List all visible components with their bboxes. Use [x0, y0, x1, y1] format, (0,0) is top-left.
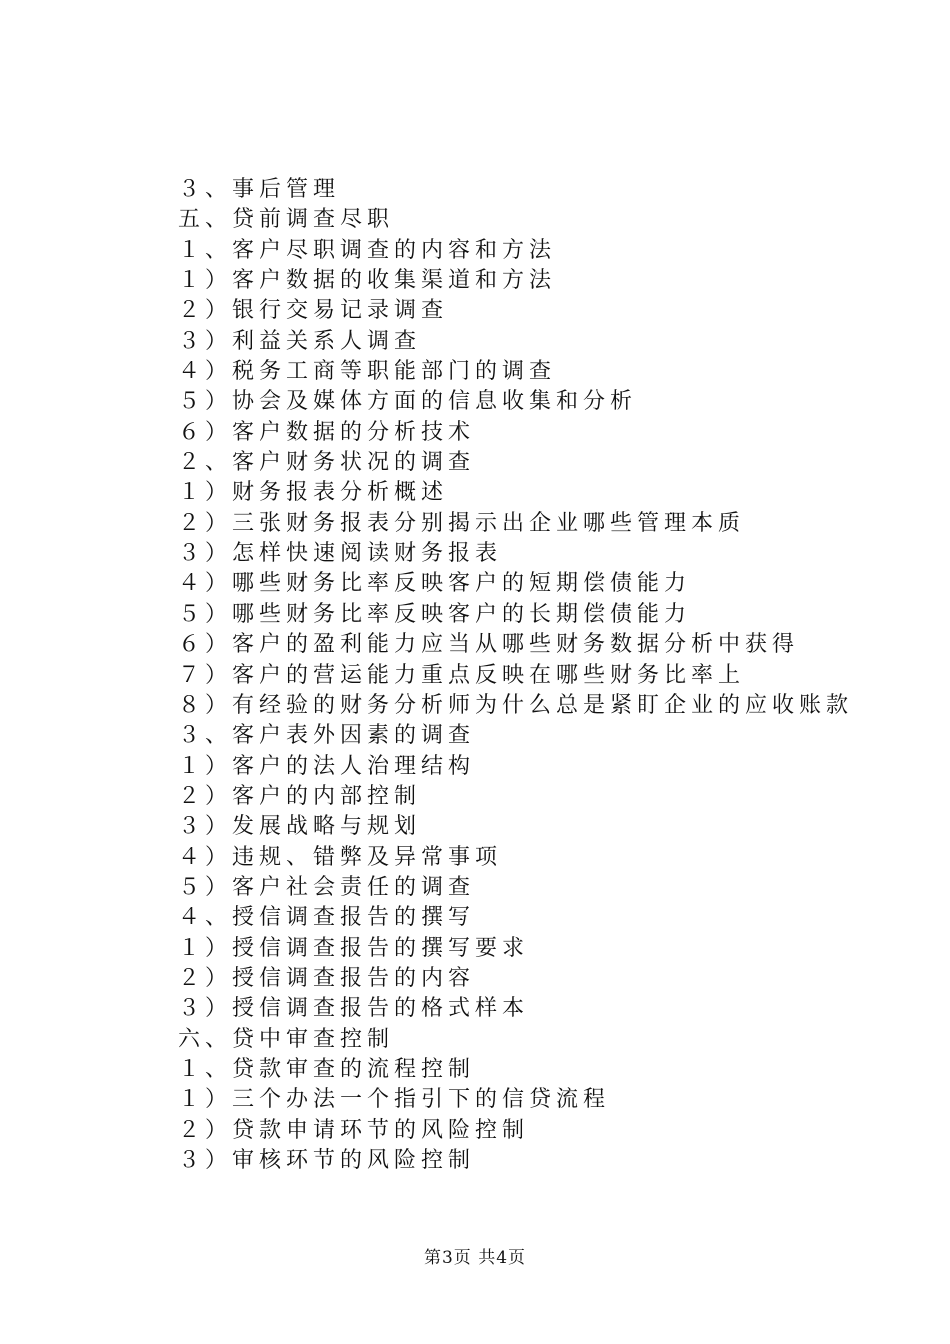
outline-line: １）授信调查报告的撰写要求: [178, 935, 530, 961]
page-footer: 第3页 共4页: [423, 1248, 527, 1268]
outline-line: ２）客户的内部控制: [178, 783, 422, 809]
outline-line: ５）协会及媒体方面的信息收集和分析: [178, 389, 638, 415]
outline-line: ８）有经验的财务分析师为什么总是紧盯企业的应收账款: [178, 692, 854, 718]
outline-line: １）客户的法人治理结构: [178, 753, 476, 779]
outline-line: ４）哪些财务比率反映客户的短期偿债能力: [178, 571, 692, 597]
outline-line: ３）审核环节的风险控制: [178, 1148, 476, 1173]
outline-line: ２）授信调查报告的内容: [178, 965, 476, 991]
outline-line: １）客户数据的收集渠道和方法: [178, 268, 557, 294]
outline-body: [178, 175, 878, 1176]
outline-line: ３）利益关系人调查: [178, 328, 422, 354]
outline-line: ６）客户的盈利能力应当从哪些财务数据分析中获得: [178, 632, 800, 658]
outline-line: ４）违规、错弊及异常事项: [178, 844, 503, 870]
section-heading: 五、贷前调查尽职: [178, 207, 395, 233]
outline-line: ６）客户数据的分析技术: [178, 419, 476, 445]
outline-line: ３）发展战略与规划: [178, 814, 422, 840]
outline-line: ５）哪些财务比率反映客户的长期偿债能力: [178, 601, 692, 627]
section-heading: 六、贷中审查控制: [178, 1026, 395, 1052]
outline-line: ２）贷款申请环节的风险控制: [178, 1117, 530, 1143]
outline-line: ３）怎样快速阅读财务报表: [178, 541, 503, 567]
outline-line: ４、授信调查报告的撰写: [178, 905, 476, 931]
outline-line: ４）税务工商等职能部门的调查: [178, 359, 557, 385]
outline-line: ２）银行交易记录调查: [178, 298, 449, 324]
outline-line: ３、事后管理: [178, 177, 341, 202]
outline-line: １、客户尽职调查的内容和方法: [178, 237, 557, 263]
outline-line: ７）客户的营运能力重点反映在哪些财务比率上: [178, 662, 746, 688]
outline-line: ３、客户表外因素的调查: [178, 723, 476, 749]
outline-line: ５）客户社会责任的调查: [178, 874, 476, 900]
outline-line: ２、客户财务状况的调查: [178, 450, 476, 476]
outline-line: ３）授信调查报告的格式样本: [178, 996, 530, 1022]
outline-line: １）财务报表分析概述: [178, 480, 449, 506]
outline-line: １、贷款审查的流程控制: [178, 1056, 476, 1082]
outline-line: ２）三张财务报表分别揭示出企业哪些管理本质: [178, 510, 746, 536]
outline-line: １）三个办法一个指引下的信贷流程: [178, 1087, 611, 1113]
